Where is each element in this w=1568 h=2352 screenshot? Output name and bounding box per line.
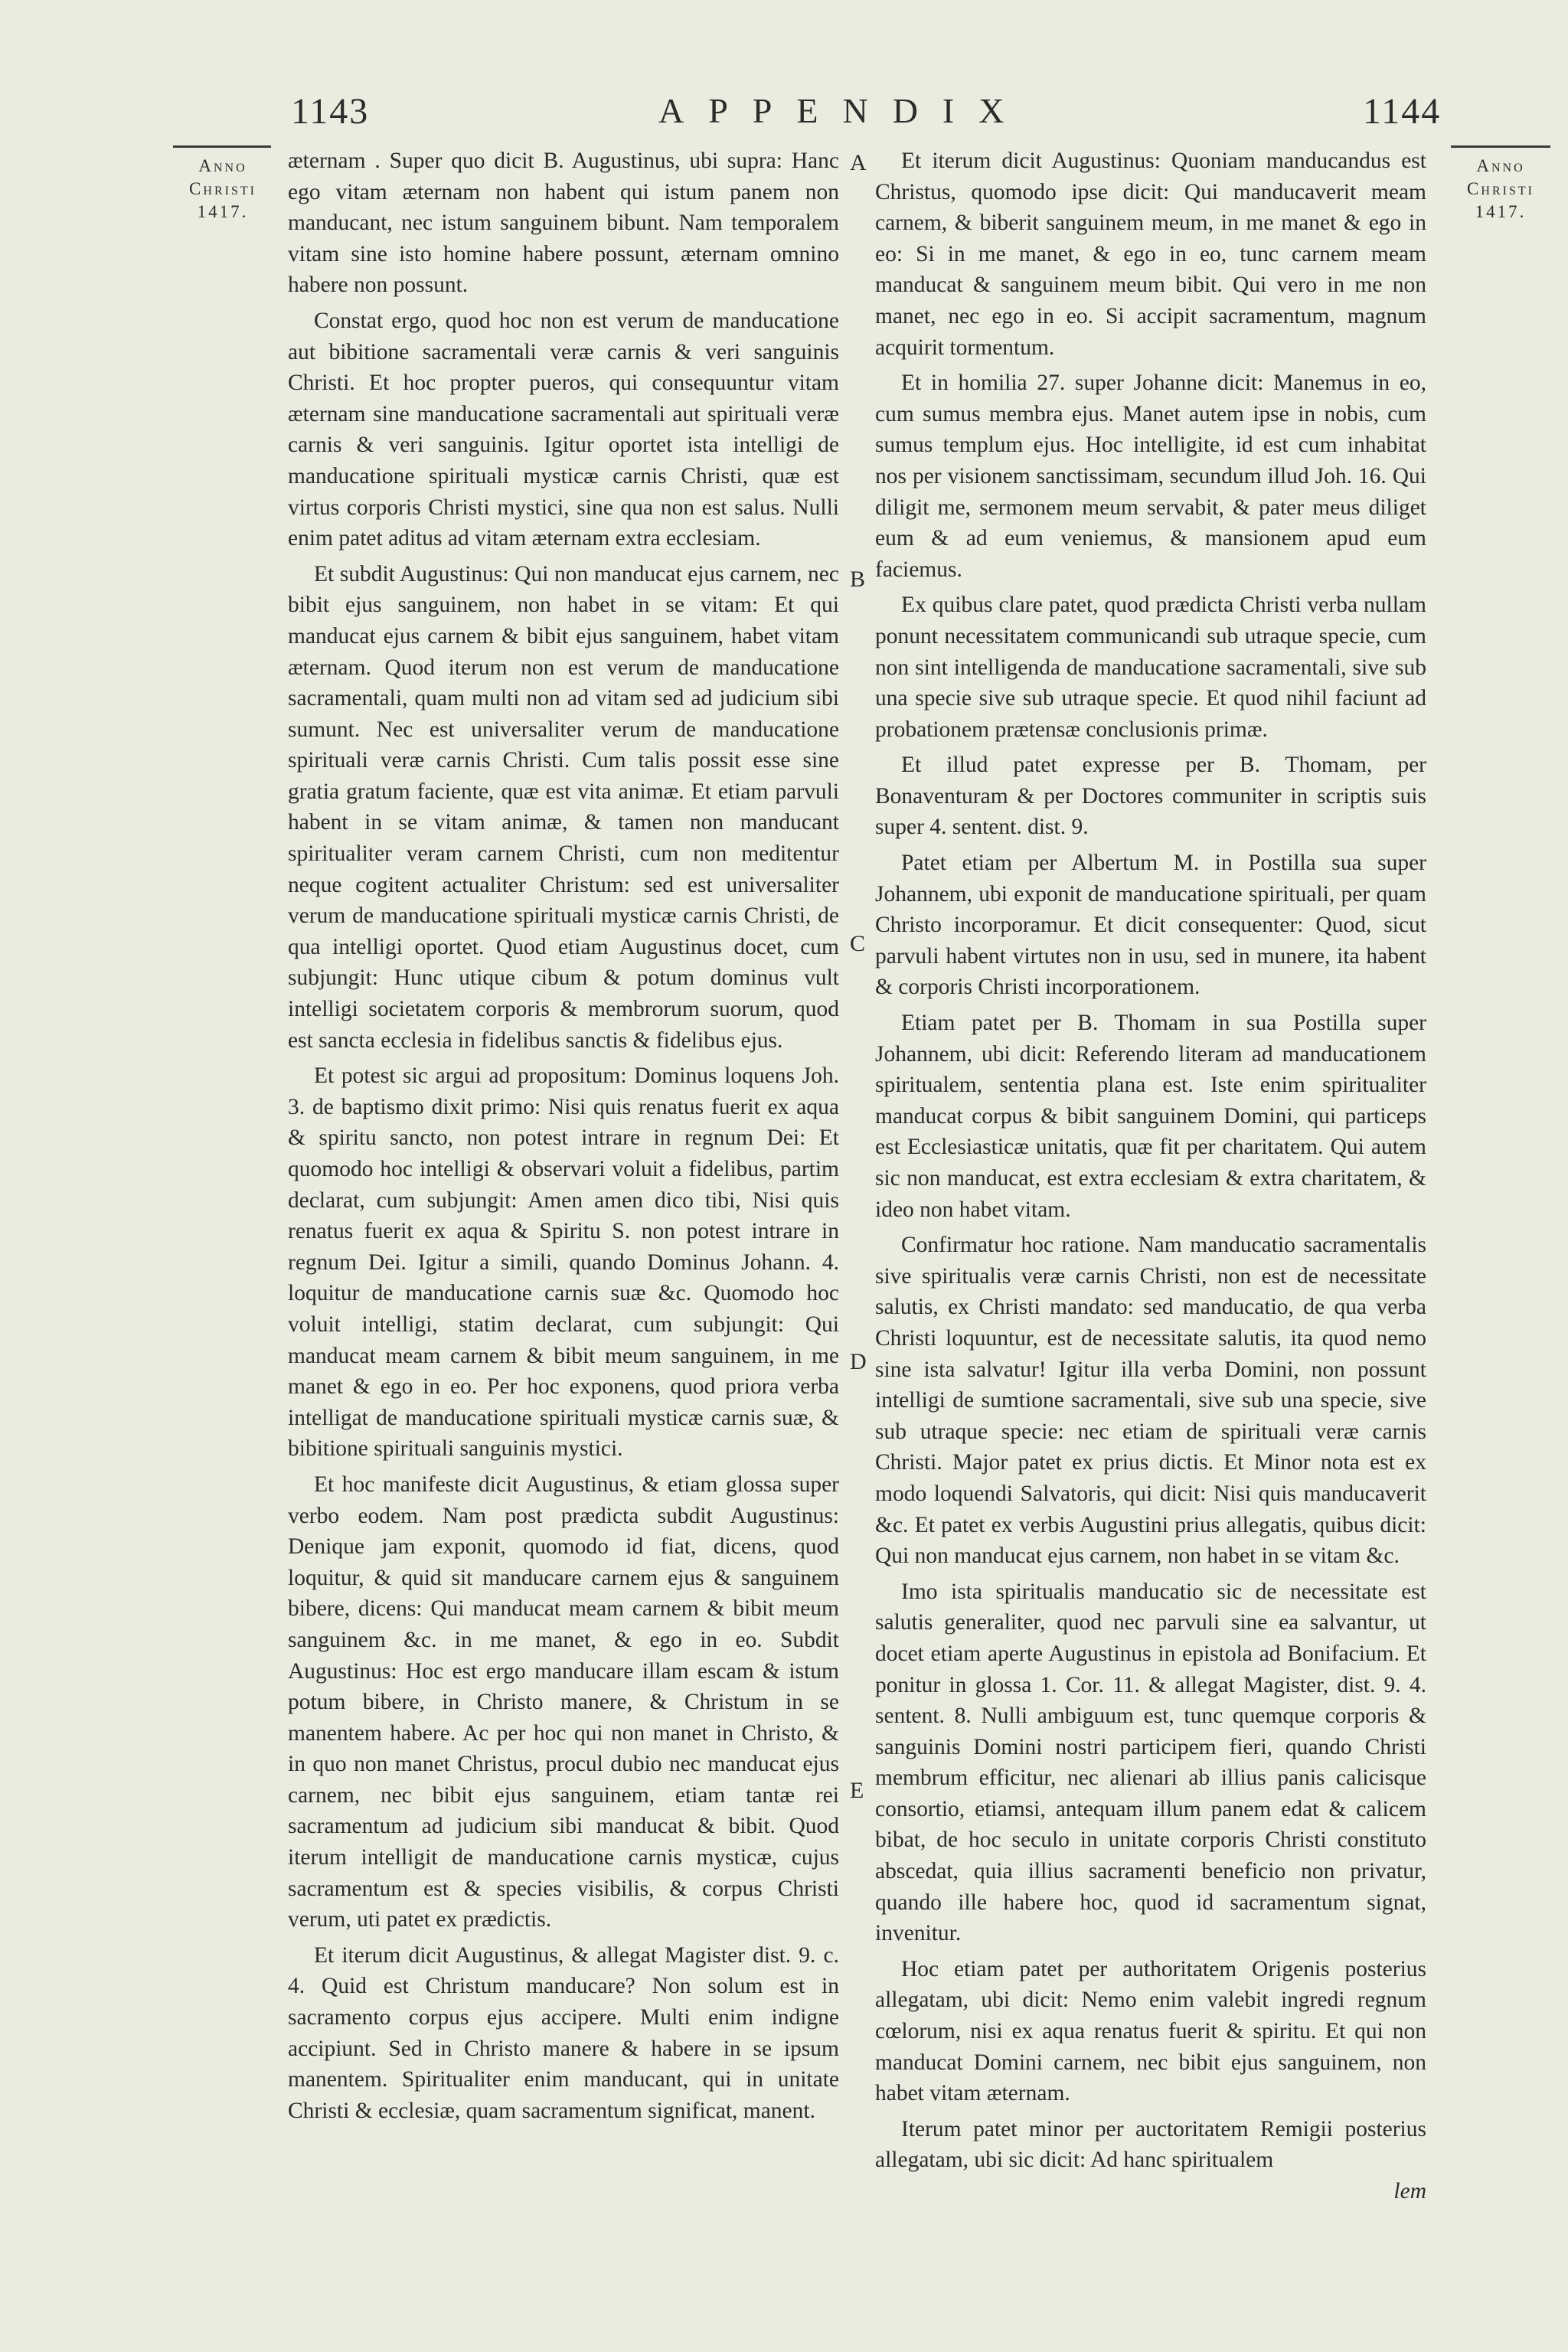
paragraph: Et subdit Augustinus: Qui non manducat ejus carnem, nec bibit ejus sanguinem, non habet in se vitam: Et qui manducat ejus carnem & bibit ejus sanguinem, habet vitam æternam. Quod iterum non est verum de manducatione sacramentali, quam multi non ad vitam sed ad judicium sibi sumunt. Nec est universaliter verum de manducatione spirituali veræ carnis Christi. Cum talis possit esse sine gratia gratum faciente, quæ est vita animæ. Et etiam parvuli habent in se vitam animæ, & tamen non manducant spiritualiter veram carnem Christi, cum non meditentur neque cogitent actualiter Christum: sed est universaliter verum de manducatione spirituali mysticæ carnis Christi, de qua intelligi oportet. Quod etiam Augustinus docet, cum subjungit: Hunc utique cibum & potum dominus vult intelligi societatem corporis & membrorum suorum, quod est sancta ecclesia in fidelibus sanctis & fidelibus ejus. <box>288 561 839 1053</box>
year-number: 1417. <box>197 202 249 221</box>
margin-year-left <box>173 155 273 224</box>
section-letter-a: A <box>850 150 867 175</box>
paragraph: Et potest sic argui ad propositum: Dominus loquens Joh. 3. de baptismo dixit primo: Nisi quis renatus fuerit ex aqua & spiritu sancto, non potest intrare in regnum Dei: Et quomodo hoc intelligi & observari voluit a fidelibus, partim declarat, cum subjungit: Amen amen dico tibi, Nisi quis renatus fuerit ex aqua & Spiritu S. non potest intrare in regnum Dei. Igitur a simili, quando Dominus Johann. 4. loquitur de manducatione carnis suæ &c. Quomodo hoc voluit intelligi, statim declarat, cum subjungit: Qui manducat meam carnem & bibit meum sanguinem, in me manet & ego in eo. Per hoc exponens, quod priora verba intelligat de manducatione spirituali mysticæ carnis suæ, & bibitione spirituali sanguinis mystici. <box>288 1063 839 1462</box>
year-number: 1417. <box>1475 202 1527 221</box>
paragraph: Et illud patet expresse per B. Thomam, per Bonaventuram & per Doctores communiter in scriptis suis super 4. sentent. dist. 9. <box>875 753 1426 840</box>
paragraph: Imo ista spiritualis manducatio sic de necessitate est salutis generaliter, quod nec parvuli sine ea salvantur, ut docet etiam aperte Augustinus in epistola ad Bonifacium. Et ponitur in glossa 1. Cor. 11. & allegat Magister, dist. 9. 4. sentent. 8. Nulli ambiguum est, tunc quemque corporis & sanguinis Domini nostri participem fieri, quando Christi membrum efficitur, nec alienari ab illius panis calicisque consortio, etiamsi, antequam illum panem edat & calicem bibat, de hoc seculo in unitate corporis Christi constituto abscedat, quia illius sacramenti beneficio non privatur, quando ille habere hoc, quod id sacramentum signat, invenitur. <box>875 1579 1426 1946</box>
running-header <box>0 90 1568 136</box>
margin-rule-right <box>1451 145 1550 148</box>
paragraph: Et in homilia 27. super Johanne dicit: Manemus in eo, cum sumus membra ejus. Manet autem ipse in nobis, cum sumus templum ejus. Hoc intelligite, id est cum inhabitat nos per visionem sanctissimam, secundum illud Joh. 16. Qui diligit me, sermonem meum servabit, & pater meus diliget eum & ad eum veniemus, & mansionem apud eum faciemus. <box>875 371 1426 582</box>
paragraph: Et iterum dicit Augustinus, & allegat Magister dist. 9. c. 4. Quid est Christum manducare? Non solum est in sacramento corpus ejus accipere. Multi enim indigne accipiunt. Sed in Christo manere & habere in se ipsum manentem. Spiritualiter enim manducant, qui in unitate Christi & ecclesiæ, quam sacramentum significat, manent. <box>288 1942 839 2123</box>
paragraph: Et iterum dicit Augustinus: Quoniam manducandus est Christus, quomodo ipse dicit: Qui manducaverit meam carnem, & biberit sanguinem meum, in me manet & ego in eo: Si in me manet, & ego in eo, tunc carnem meam manducat & sanguinem meum bibit. Qui vero in me non manet, nec ego in eo. Si accipit sacramentum, magnum acquirit tormentum. <box>875 149 1426 360</box>
section-letter-b: B <box>850 567 866 592</box>
christi-word: Christi <box>1467 179 1534 198</box>
section-letter-c: C <box>850 931 866 956</box>
paragraph: Patet etiam per Albertum M. in Postilla sua super Johannem, ubi exponit de manducatione spirituali, per quam Christo incorporamur. Et dicit consequenter: Quod, sicut parvuli habent virtutes non in usu, sed in munere, ita habent & corporis Christi incorporationem. <box>875 851 1426 1000</box>
anno-word: Anno <box>1476 156 1525 175</box>
page-number-right: 1144 <box>1363 91 1442 132</box>
paragraph: Iterum patet minor per auctoritatem Remigii posterius allegatam, ubi sic dicit: Ad hanc spiritualem <box>875 2116 1426 2173</box>
running-title: APPENDIX <box>658 91 1029 130</box>
paragraph: æternam . Super quo dicit B. Augustinus, ubi supra: Hanc ego vitam æternam non habent qui istum panem non manducant, nec istum sanguinem bibunt. Nam temporalem vitam sine isto homine habere possunt, æternam omnino habere non possunt. <box>288 149 839 298</box>
section-letter-d: D <box>850 1349 867 1374</box>
page-number-left: 1143 <box>291 91 370 132</box>
paragraph: Ex quibus clare patet, quod prædicta Christi verba nullam ponunt necessitatem communicandi sub utraque specie, cum non sint intelligenda de manducatione sacramentali, sive sub una specie sive sub utraque specie. Et quod nihil faciunt ad probationem prætensæ conclusionis primæ. <box>875 593 1426 742</box>
paragraph: Etiam patet per B. Thomam in sua Postilla super Johannem, ubi dicit: Referendo literam ad manducationem spiritualem, sententia plana est. Iste enim spiritualiter manducat corpus & bibit sanguinem Domini, qui particeps est Ecclesiasticæ unitatis, quæ fit per charitatem. Qui autem sic non manducat, est extra ecclesiam & extra charitatem, & ideo non habet vitam. <box>875 1011 1426 1222</box>
paragraph: Et hoc manifeste dicit Augustinus, & etiam glossa super verbo eodem. Nam post prædicta subdit Augustinus: Denique jam exponit, quomodo id fiat, dicens, quod loquitur, & quid sit manducare carnem ejus & sanguinem bibere, dicens: Qui manducat meam carnem & bibit meum sanguinem &c. in me manet, & ego in eo. Subdit Augustinus: Hoc est ergo manducare illam escam & istum potum bibere, in Christo manere, & Christum in se manentem habere. Ac per hoc qui non manet in Christo, & in quo non manet Christus, procul dubio nec manducat ejus carnem, nec bibit ejus sanguinem, etiam tantæ rei sacramentum ad judicium sibi manducat & bibit. Quod iterum intelligit de manducatione carnis mysticæ, cujus sacramentum est & species visibilis, & corpus Christi verum, uti patet ex prædictis. <box>288 1472 839 1932</box>
margin-rule-left <box>173 145 271 148</box>
paragraph: Hoc etiam patet per authoritatem Origenis posterius allegatam, ubi dicit: Nemo enim valebit ingredi regnum cœlorum, nisi ex aqua renatus fuerit & spiritu. Et qui non manducat Domini carnem, nec bibit ejus sanguinem, non habet vitam æternam. <box>875 1956 1426 2106</box>
section-letter-e: E <box>850 1778 864 1803</box>
christi-word: Christi <box>189 179 256 198</box>
left-column <box>288 145 839 2131</box>
paragraph: Constat ergo, quod hoc non est verum de manducatione aut bibitione sacramentali veræ carnis & veri sanguinis Christi. Et hoc propter pueros, qui consequuntur vitam æternam sine manducatione sacramentali aut spirituali veræ carnis & veri sanguinis. Igitur oportet ista intelligi de manducatione spirituali mysticæ carnis Christi, quæ est virtus corporis Christi mystici, sine qua non est salus. Nulli enim patet aditus ad vitam æternam extra ecclesiam. <box>288 308 839 551</box>
margin-year-right <box>1451 155 1550 224</box>
paragraph: Confirmatur hoc ratione. Nam manducatio sacramentalis sive spiritualis veræ carnis Christi, non est de necessitate salutis, ex Christi mandato: sed manducatio, de qua verba Christi loquuntur, est de necessitate salutis, ita quod nemo sine ista salvatur! Igitur illa verba Domini, non possunt intelligi de sumtione sacramentali, sive sub una specie, sive sub utraque specie: nec etiam de spirituali veræ carnis Christi. Major patet ex prius dictis. Et Minor nota est ex modo loquendi Salvatoris, qui dicit: Nisi quis manducaverit &c. Et patet ex verbis Augustini prius allegatis, quibus dicit: Qui non manducat ejus carnem, non habet in se vitam &c. <box>875 1233 1426 1569</box>
anno-word: Anno <box>198 156 247 175</box>
catchword: lem <box>1393 2179 1426 2203</box>
right-column <box>875 145 1426 2212</box>
